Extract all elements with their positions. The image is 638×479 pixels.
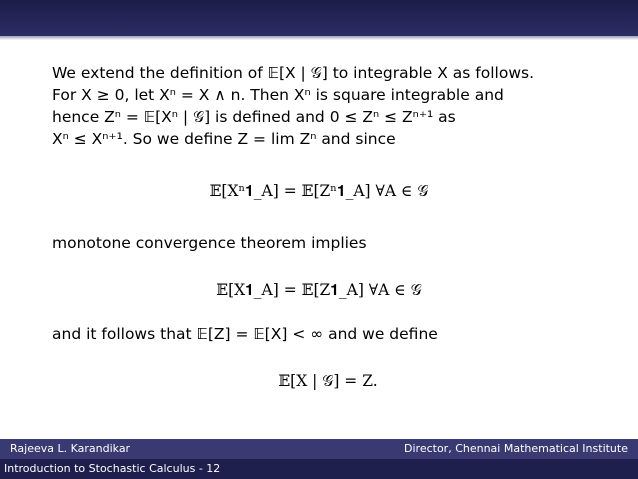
text-monotone: monotone convergence theorem implies bbox=[52, 234, 367, 252]
equation-3: 𝔼[X | 𝒢] = Z. bbox=[278, 372, 378, 390]
footer-title: Introduction to Stochastic Calculus - 12 bbox=[4, 462, 221, 475]
paragraph-line-1: We extend the definition of 𝔼[X | 𝒢] to integrable X as follows. bbox=[52, 64, 535, 82]
header-bar bbox=[0, 0, 638, 36]
equation-1: 𝔼[Xⁿ𝟏_A] = 𝔼[Zⁿ𝟏_A] ∀A ∈ 𝒢 bbox=[209, 182, 429, 200]
footer-author-bar bbox=[0, 439, 638, 459]
paragraph-line-4: Xⁿ ≤ Xⁿ⁺¹. So we define Z = lim Zⁿ and since bbox=[52, 130, 396, 148]
paragraph-line-2: For X ≥ 0, let Xⁿ = X ∧ n. Then Xⁿ is square integrable and bbox=[52, 86, 504, 104]
footer-title-bar bbox=[0, 459, 638, 479]
footer-affiliation: Director, Chennai Mathematical Institute bbox=[404, 442, 628, 455]
footer-author: Rajeeva L. Karandikar bbox=[10, 442, 131, 455]
paragraph-line-3: hence Zⁿ = 𝔼[Xⁿ | 𝒢] is defined and 0 ≤ Zⁿ ≤ Zⁿ⁺¹ as bbox=[52, 108, 456, 126]
slide-body bbox=[52, 62, 612, 150]
header-shadow bbox=[0, 36, 638, 40]
text-follows: and it follows that 𝔼[Z] = 𝔼[X] < ∞ and we define bbox=[52, 325, 438, 343]
equation-2: 𝔼[X𝟏_A] = 𝔼[Z𝟏_A] ∀A ∈ 𝒢 bbox=[216, 281, 422, 299]
